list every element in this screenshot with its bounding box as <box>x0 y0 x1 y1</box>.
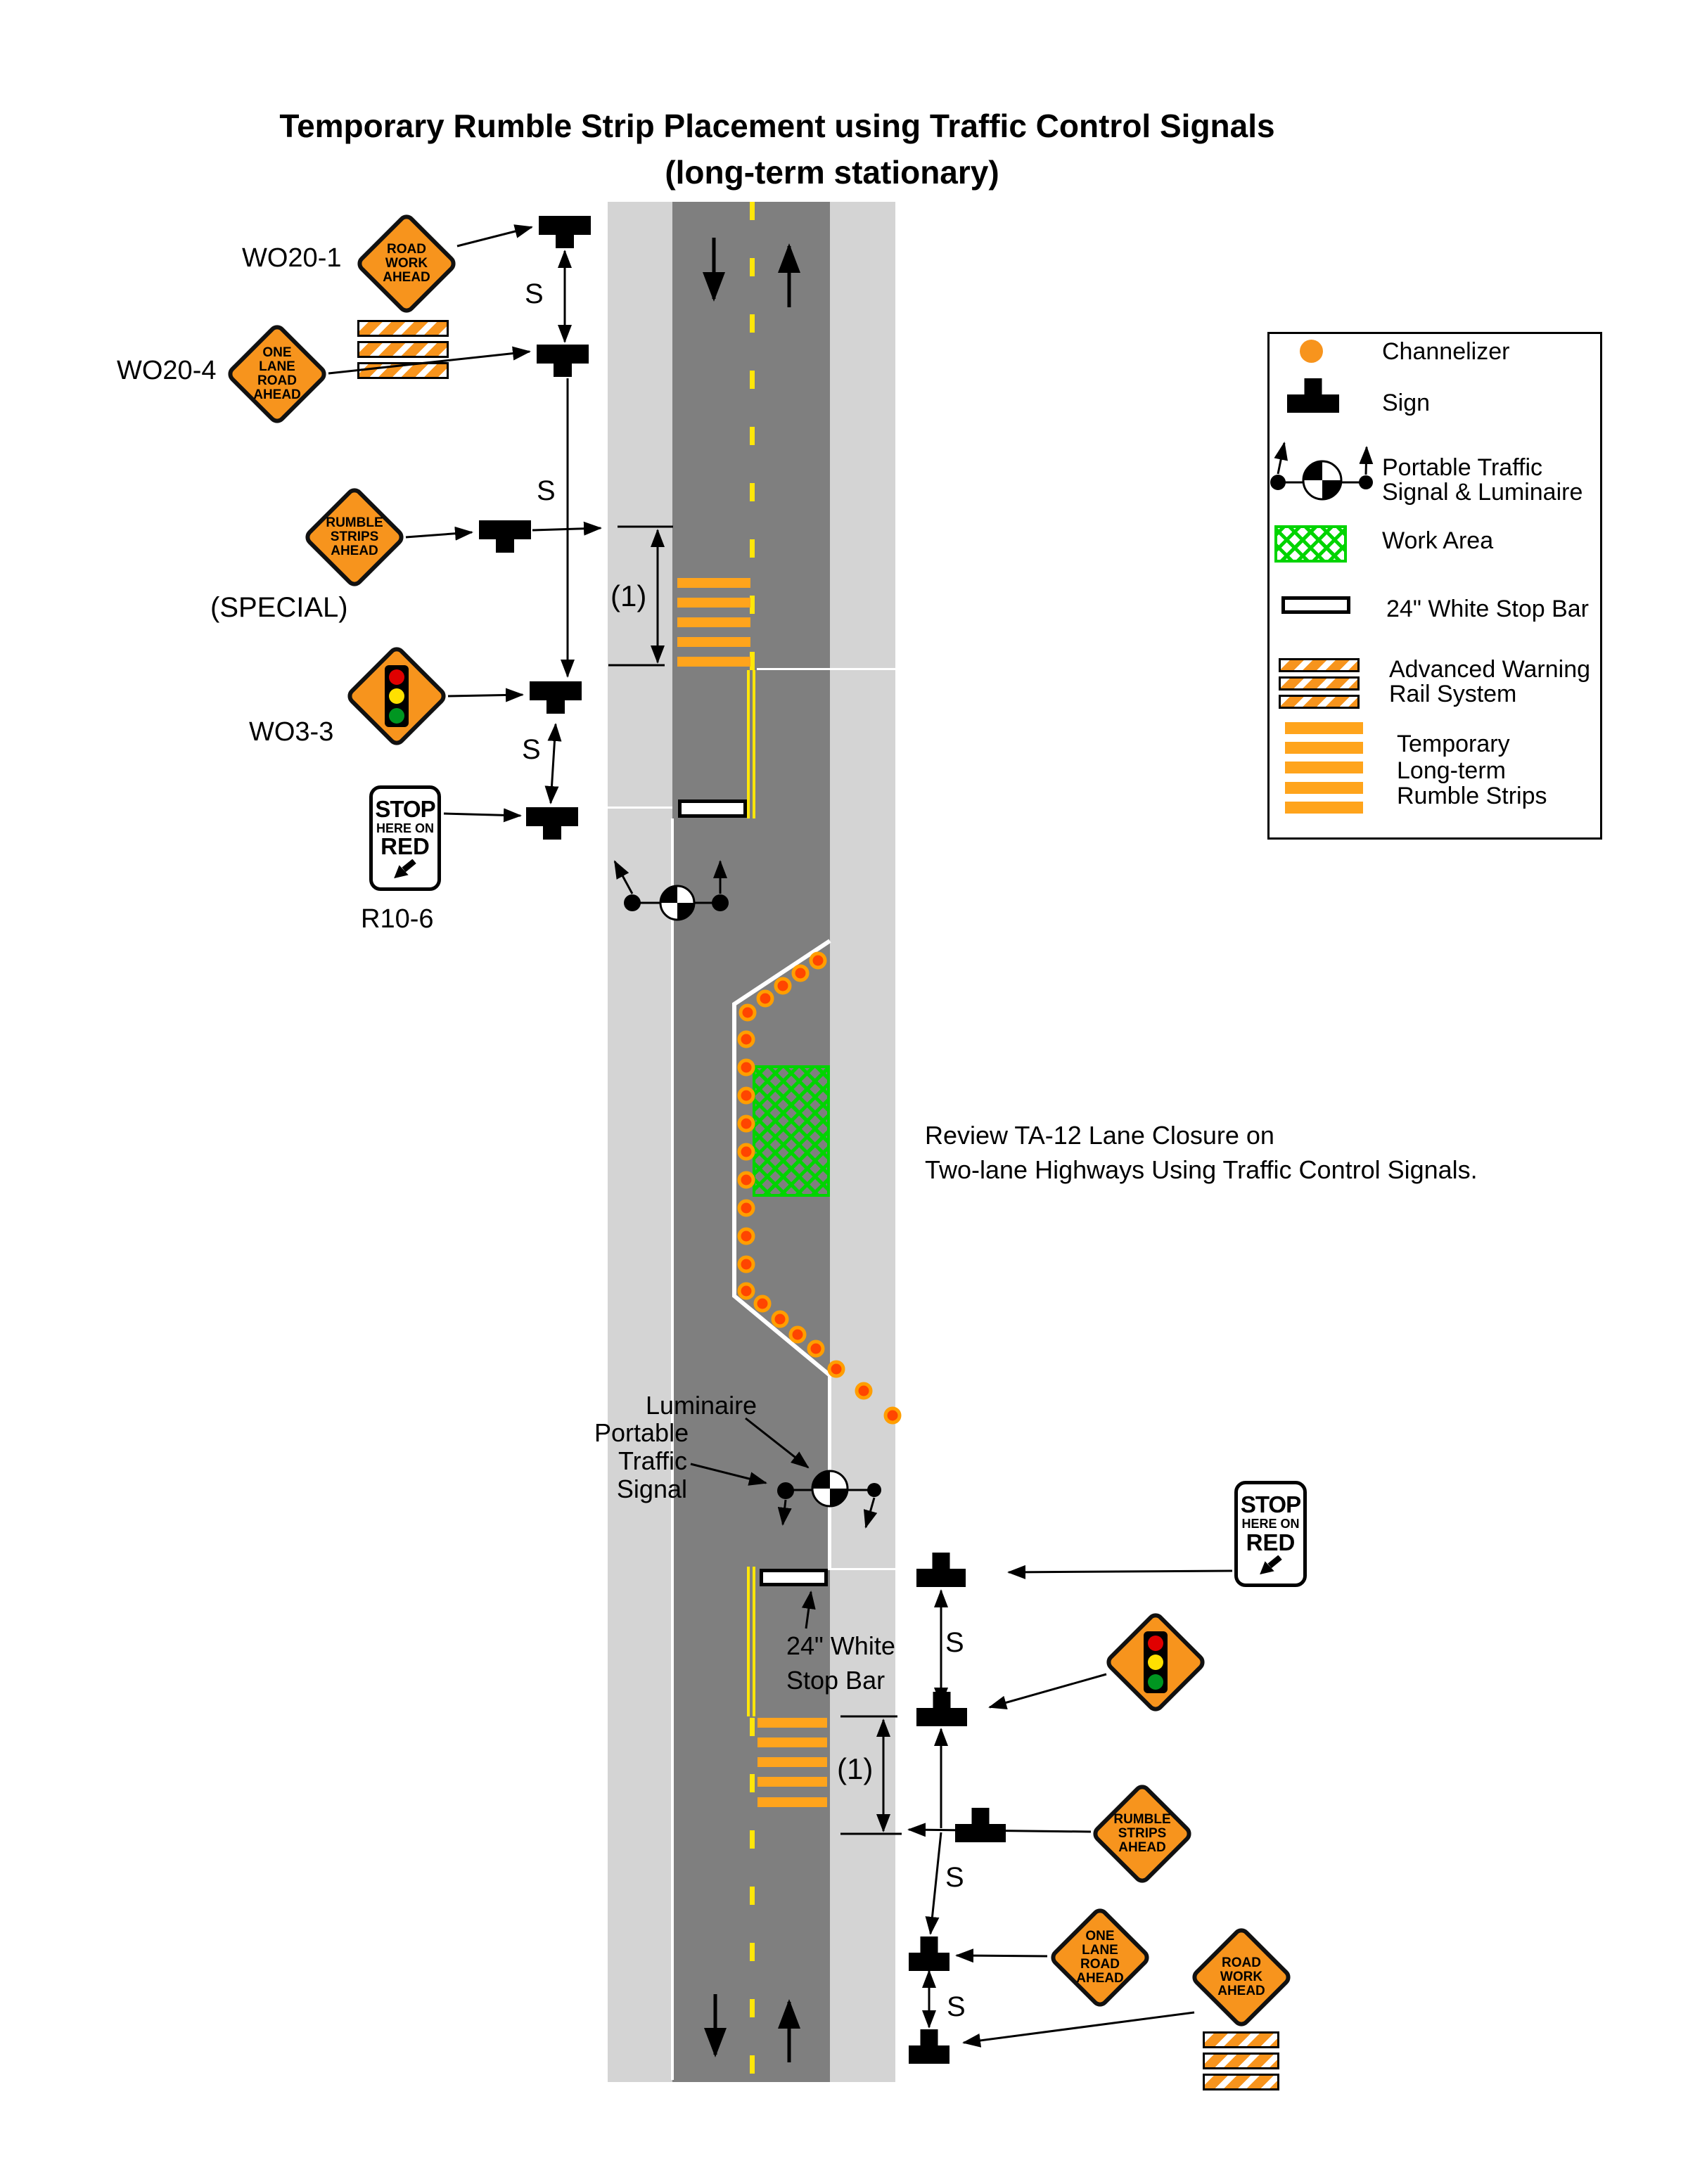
sign-label-special: (SPECIAL) <box>210 592 348 623</box>
sign-text: AHEAD <box>1076 1971 1124 1986</box>
label-line: Traffic <box>618 1446 687 1475</box>
spacing-label: S <box>525 278 544 309</box>
spacing-label: S <box>522 734 541 765</box>
sign-label-r10-6: R10-6 <box>361 904 434 934</box>
sign-text: STRIPS <box>1118 1826 1167 1841</box>
right-edge-line <box>828 1375 831 1570</box>
sign-symbol <box>909 2029 950 2064</box>
yellow-lamp-icon <box>1148 1655 1163 1670</box>
green-lamp-icon <box>1148 1674 1163 1690</box>
sign-symbol <box>955 1808 1006 1842</box>
sign-symbol <box>530 681 582 714</box>
road-work-ahead-sign <box>1189 1925 1294 2030</box>
centerline-dash <box>750 539 755 558</box>
centerline-dash <box>750 1774 755 1792</box>
traffic-signal-ahead-sign <box>344 643 449 749</box>
sign-text: RUMBLE <box>1113 1812 1171 1827</box>
stop-bar-label <box>786 1629 895 1697</box>
sign-text: RUMBLE <box>326 515 383 530</box>
portable-traffic-signal-label <box>594 1419 687 1503</box>
sign-text: ONE LANE <box>1082 1929 1118 1958</box>
sign-text: STRIPS <box>330 529 379 544</box>
sign-text: ROAD <box>1080 1957 1120 1972</box>
legend-label: 24" White Stop Bar <box>1386 596 1589 622</box>
centerline-dash <box>750 427 755 445</box>
dimension-label: (1) <box>837 1752 874 1785</box>
down-left-arrow-icon <box>1258 1555 1284 1575</box>
yellow-lamp-icon <box>389 688 404 704</box>
sign-text: AHEAD <box>331 544 378 558</box>
legend-label: Rail System <box>1389 681 1517 707</box>
white-stop-bar <box>678 799 747 818</box>
work-area <box>753 1065 830 1197</box>
rumble-strip <box>757 1777 827 1787</box>
sign-text: HERE ON <box>376 821 434 835</box>
advanced-warning-rail <box>1203 2031 1279 2095</box>
sign-symbol <box>526 807 578 840</box>
double-yellow-line-left <box>747 670 750 818</box>
sign-text: RED <box>381 833 430 860</box>
section-line <box>831 1568 895 1570</box>
rumble-strip <box>677 578 750 588</box>
centerline-dash <box>750 1999 755 2017</box>
double-yellow-line-right <box>753 1567 755 1716</box>
spacing-label: S <box>947 1991 966 2022</box>
one-lane-road-ahead-sign <box>224 321 330 427</box>
centerline-dash <box>750 314 755 333</box>
road-work-ahead-sign <box>354 211 459 316</box>
double-yellow-line-left <box>747 1567 750 1716</box>
sign-label-wo20-4: WO20-4 <box>117 356 217 385</box>
centerline-dash <box>750 1887 755 1905</box>
rumble-strip <box>757 1757 827 1767</box>
rumble-strips-ahead-sign <box>302 484 407 590</box>
white-stop-bar <box>760 1569 828 1586</box>
legend-label: Signal & Luminaire <box>1382 479 1583 506</box>
section-line <box>757 668 896 670</box>
spacing-label: S <box>537 475 556 506</box>
luminaire-label: Luminaire <box>646 1391 757 1420</box>
centerline-dash <box>750 202 755 220</box>
label-line: 24" White <box>786 1631 895 1660</box>
sign-text: HERE ON <box>1241 1517 1300 1531</box>
centerline-dash <box>750 258 755 276</box>
legend-label: Sign <box>1382 390 1431 416</box>
sign-symbol <box>916 1692 967 1726</box>
label-line: Stop Bar <box>786 1666 885 1695</box>
page-subtitle: (long-term stationary) <box>665 154 999 191</box>
sign-text: WORK <box>385 256 428 271</box>
dimension-label: (1) <box>610 579 647 612</box>
sign-text: ONE LANE <box>259 345 295 374</box>
left-shoulder <box>608 202 672 2082</box>
label-line: Portable <box>594 1418 689 1447</box>
advanced-warning-rail <box>357 320 449 383</box>
work-area-icon <box>1274 525 1347 563</box>
page-title: Temporary Rumble Strip Placement using Traffic Control Signals <box>279 108 1275 144</box>
sign-symbol <box>539 216 591 248</box>
sign-symbol <box>916 1553 966 1587</box>
sign-symbol <box>909 1936 950 1971</box>
legend-label: Long-term <box>1397 757 1506 784</box>
rumble-strip <box>757 1797 827 1807</box>
sign-text: AHEAD <box>383 270 430 285</box>
sign-text: STOP <box>375 795 435 822</box>
signal-icon <box>1144 1631 1168 1693</box>
centerline-dash <box>750 483 755 501</box>
sign-text: STOP <box>1240 1491 1301 1518</box>
rumble-strip <box>677 598 750 608</box>
centerline-dash <box>750 1943 755 1961</box>
sign-text: AHEAD <box>1118 1840 1166 1855</box>
centerline-dash <box>750 371 755 389</box>
centerline-dash <box>750 652 755 670</box>
sign-text: AHEAD <box>1217 1984 1265 1998</box>
legend-label: Channelizer <box>1382 338 1510 365</box>
legend-label: Portable Traffic <box>1382 454 1543 481</box>
rumble-strip <box>677 617 750 627</box>
stop-bar-icon <box>1281 596 1350 614</box>
down-left-arrow-icon <box>392 859 418 879</box>
spacing-label: S <box>945 1627 964 1658</box>
rumble-strip <box>757 1737 827 1747</box>
sign-text: WORK <box>1220 1970 1263 1984</box>
rumble-strips-ahead-sign <box>1089 1781 1195 1887</box>
section-line <box>608 807 672 809</box>
double-yellow-line-right <box>753 670 755 818</box>
channelizer-icon <box>1300 340 1323 363</box>
rumble-strip <box>757 1718 827 1728</box>
rumble-strip <box>1285 742 1363 754</box>
warning-rail-icon <box>1279 658 1360 713</box>
sign-text: RED <box>1246 1529 1296 1555</box>
stop-here-on-red-sign <box>1234 1481 1307 1587</box>
centerline-dash <box>750 1718 755 1736</box>
note-line: Two-lane Highways Using Traffic Control Signals. <box>925 1155 1478 1184</box>
sign-text: ROAD <box>1222 1955 1261 1970</box>
review-note <box>925 1118 1478 1187</box>
spacing-label: S <box>945 1862 964 1893</box>
sign-symbol <box>537 345 589 377</box>
red-lamp-icon <box>389 669 404 685</box>
centerline-dash <box>750 2055 755 2074</box>
sign-symbol-icon <box>1287 378 1339 413</box>
legend-label: Rumble Strips <box>1397 783 1547 809</box>
note-line: Review TA-12 Lane Closure on <box>925 1121 1274 1150</box>
sign-text: ROAD <box>387 242 426 257</box>
rumble-strip <box>1285 722 1363 734</box>
traffic-signal-ahead-sign <box>1103 1610 1208 1715</box>
rumble-strip <box>1285 762 1363 773</box>
stop-here-on-red-sign <box>369 785 441 891</box>
signal-icon <box>385 665 409 727</box>
one-lane-road-ahead-sign <box>1047 1905 1153 2010</box>
right-shoulder <box>830 202 895 2082</box>
legend-label: Advanced Warning <box>1389 656 1591 683</box>
sign-text: ROAD <box>257 373 297 388</box>
sign-symbol <box>479 520 531 553</box>
legend-label: Work Area <box>1382 527 1494 554</box>
rumble-strip <box>1285 782 1363 794</box>
sign-label-wo3-3: WO3-3 <box>249 717 334 747</box>
sign-label-wo20-1: WO20-1 <box>242 243 342 273</box>
red-lamp-icon <box>1148 1636 1163 1651</box>
centerline-dash <box>750 596 755 614</box>
rumble-strip <box>1285 802 1363 814</box>
rumble-strip <box>677 657 750 667</box>
label-line: Signal <box>616 1475 687 1503</box>
rumble-strip <box>677 637 750 647</box>
centerline-dash <box>750 1830 755 1849</box>
legend-label: Temporary <box>1397 731 1510 757</box>
green-lamp-icon <box>389 708 404 724</box>
sign-text: AHEAD <box>253 387 301 402</box>
